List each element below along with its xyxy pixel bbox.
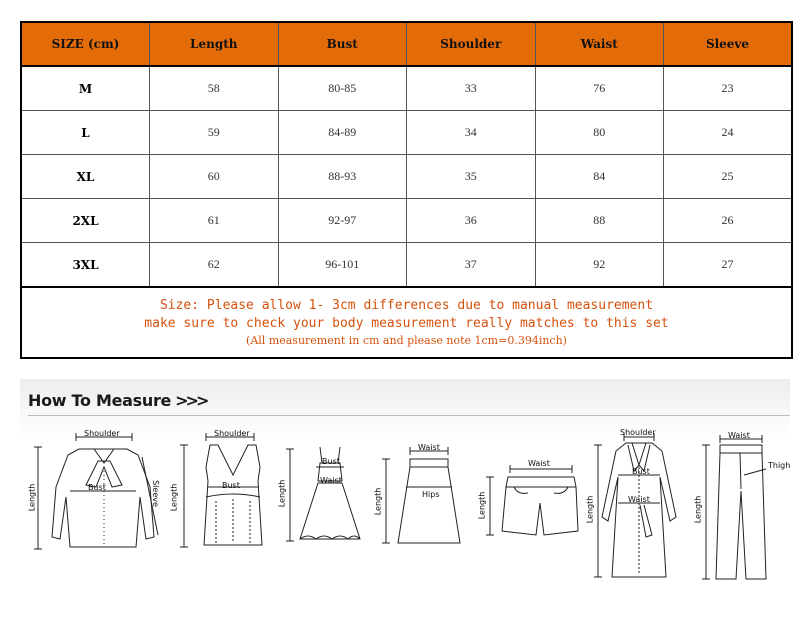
table-row xyxy=(21,66,792,111)
trousers-icon xyxy=(696,429,790,581)
note-row xyxy=(21,287,792,358)
length-cell: 61 xyxy=(150,199,279,243)
how-to-measure-title xyxy=(28,391,206,410)
length-cell: 59 xyxy=(150,111,279,155)
length-label: Length xyxy=(373,487,383,516)
waist-cell: 88 xyxy=(535,199,664,243)
length-cell: 58 xyxy=(150,66,279,111)
trench-coat-measure-illustration xyxy=(585,427,688,581)
length-cell: 62 xyxy=(150,243,279,288)
length-label: Length xyxy=(477,491,487,520)
sleeve-label: Sleeve xyxy=(150,480,160,507)
shoulder-cell: 33 xyxy=(407,66,536,111)
waist-label: Waist xyxy=(320,476,342,485)
trench-coat-icon xyxy=(588,427,688,581)
waist-label: Waist xyxy=(628,495,650,504)
bust-label: Bust xyxy=(322,457,340,466)
size-cell: 3XL xyxy=(21,243,150,288)
table-row xyxy=(21,155,792,199)
blouse-measure-illustration xyxy=(24,427,172,557)
size-cell: M xyxy=(21,66,150,111)
shoulder-label: Shoulder xyxy=(84,429,120,438)
length-label: Length xyxy=(585,495,595,524)
size-cell: 2XL xyxy=(21,199,150,243)
header-shoulder: Shoulder xyxy=(407,22,536,66)
skirt-measure-illustration xyxy=(373,443,476,553)
table-header-row xyxy=(21,22,792,66)
shoulder-label: Shoulder xyxy=(620,428,656,437)
shoulder-label: Shoulder xyxy=(214,429,250,438)
shoulder-cell: 34 xyxy=(407,111,536,155)
bust-label: Bust xyxy=(88,483,106,492)
table-row xyxy=(21,243,792,288)
waist-cell: 92 xyxy=(535,243,664,288)
bust-cell: 92-97 xyxy=(278,199,407,243)
header-size: SIZE (cm) xyxy=(21,22,150,66)
waist-cell: 84 xyxy=(535,155,664,199)
waist-cell: 80 xyxy=(535,111,664,155)
header-divider xyxy=(28,415,790,416)
note-units: (All measurement in cm and please note 1cm=0.394inch) xyxy=(246,333,567,347)
length-label: Length xyxy=(169,483,179,512)
note-allowance: Size: Please allow 1- 3cm differences due to manual measurement xyxy=(159,297,654,313)
waist-label: Waist xyxy=(528,459,550,468)
trousers-measure-illustration xyxy=(693,429,791,581)
header-bust: Bust xyxy=(278,22,407,66)
length-cell: 60 xyxy=(150,155,279,199)
sleeve-cell: 27 xyxy=(664,243,793,288)
table-row xyxy=(21,199,792,243)
shorts-measure-illustration xyxy=(478,455,588,545)
bust-cell: 84-89 xyxy=(278,111,407,155)
bust-label: Bust xyxy=(222,481,240,490)
shoulder-cell: 36 xyxy=(407,199,536,243)
length-label: Length xyxy=(693,495,703,524)
chevrons-icon: >>> xyxy=(175,391,207,410)
header-length: Length xyxy=(150,22,279,66)
shorts-icon xyxy=(478,455,588,545)
length-label: Length xyxy=(277,479,287,508)
length-label: Length xyxy=(27,483,37,512)
shoulder-cell: 35 xyxy=(407,155,536,199)
waist-label: Waist xyxy=(418,443,440,452)
how-to-measure-title-text: How To Measure xyxy=(28,391,172,410)
waist-cell: 76 xyxy=(535,66,664,111)
size-cell: L xyxy=(21,111,150,155)
bust-cell: 88-93 xyxy=(278,155,407,199)
header-waist: Waist xyxy=(535,22,664,66)
shoulder-cell: 37 xyxy=(407,243,536,288)
sleeve-cell: 24 xyxy=(664,111,793,155)
sleeve-cell: 26 xyxy=(664,199,793,243)
waist-label: Waist xyxy=(728,431,750,440)
hips-label: Hips xyxy=(422,490,440,499)
cami-dress-measure-illustration xyxy=(277,443,370,553)
sleeve-cell: 23 xyxy=(664,66,793,111)
note-check-body: make sure to check your body measurement really matches to this set xyxy=(144,315,669,331)
bust-cell: 80-85 xyxy=(278,66,407,111)
thigh-label: Thigh xyxy=(768,461,791,470)
header-sleeve: Sleeve xyxy=(664,22,793,66)
note-cell xyxy=(21,287,792,358)
size-chart-table xyxy=(20,21,793,359)
how-to-measure-panel xyxy=(20,379,790,595)
bust-cell: 96-101 xyxy=(278,243,407,288)
table-row xyxy=(21,111,792,155)
blouse-icon xyxy=(24,427,172,557)
bust-label: Bust xyxy=(632,467,650,476)
tank-top-icon xyxy=(176,427,276,557)
sleeve-cell: 25 xyxy=(664,155,793,199)
tank-top-measure-illustration xyxy=(169,427,276,557)
size-cell: XL xyxy=(21,155,150,199)
